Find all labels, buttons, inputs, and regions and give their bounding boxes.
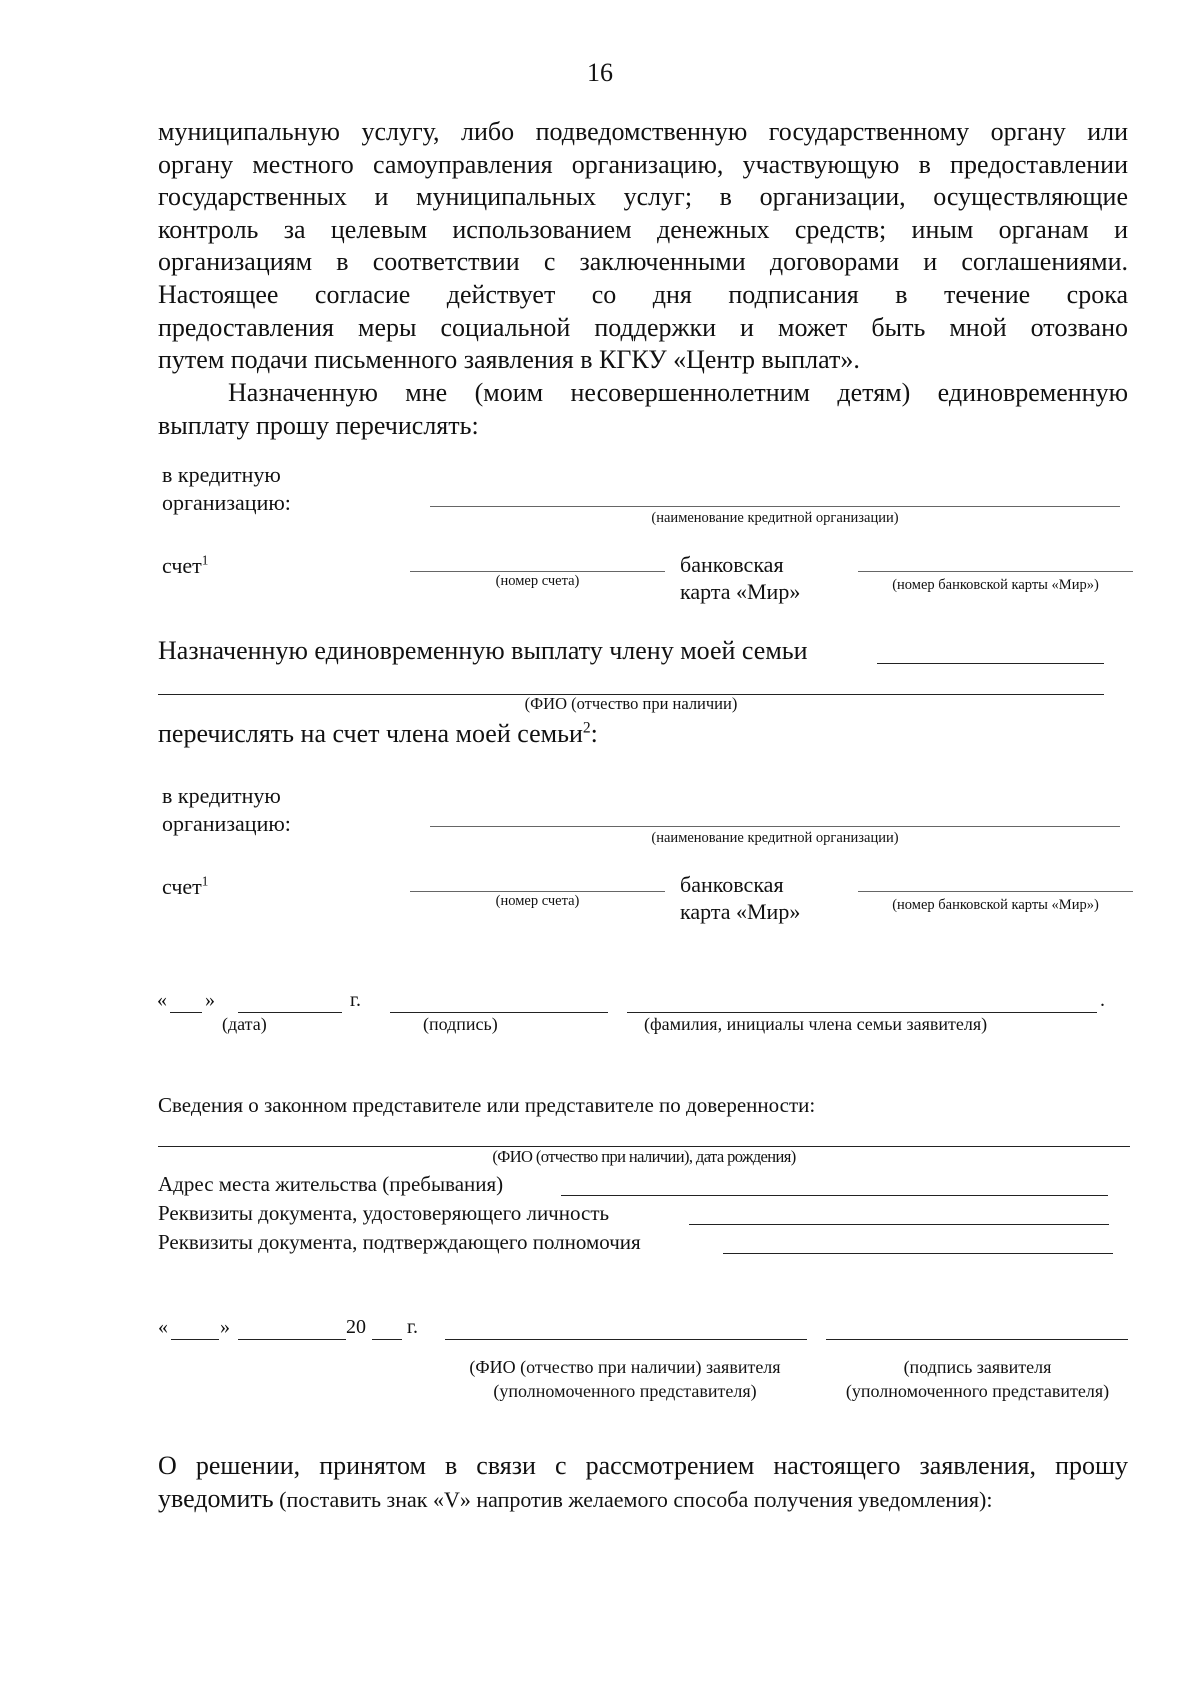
applicant-signature-caption-line1: (подпись заявителя xyxy=(903,1357,1052,1377)
applicant-fio-caption xyxy=(420,1355,830,1403)
credit-org-label-line1: в кредитную xyxy=(162,462,281,487)
member-name-caption: (фамилия, инициалы члена семьи заявителя) xyxy=(644,1014,988,1034)
credit-org-label-line2: организацию: xyxy=(162,811,291,836)
intro-line: муниципальную услугу, либо подведомственную государственному органу или xyxy=(158,117,1128,146)
credit-org-caption: (наименование кредитной организации) xyxy=(651,510,899,526)
mir-card-label-line2: карта «Мир» xyxy=(680,899,801,924)
intro-line: Настоящее согласие действует со дня подписания в течение срока xyxy=(158,279,1128,309)
mir-card-caption: (номер банковской карты «Мир») xyxy=(892,577,1099,593)
applicant-fio-field[interactable] xyxy=(445,1339,807,1340)
family-member-fio-caption: (ФИО (отчество при наличии) xyxy=(524,694,738,713)
family-transfer-label: перечислять на счет члена моей семьи$^2$: xyxy=(158,719,598,748)
credit-org-field[interactable] xyxy=(430,826,1120,827)
credit-org-label-line2: организацию: xyxy=(162,490,291,515)
address-field[interactable] xyxy=(561,1195,1108,1196)
family-member-name-field[interactable] xyxy=(877,663,1104,664)
mir-card-label-line1: банковская xyxy=(680,552,784,577)
mir-card-number-field[interactable] xyxy=(858,571,1133,572)
date-quote-close: » xyxy=(205,989,215,1011)
member-name-field[interactable] xyxy=(627,1012,1097,1013)
notification-line1: О решении, принятом в связи с рассмотрением настоящего заявления, прошу xyxy=(158,1451,1128,1480)
intro-paragraph xyxy=(158,116,1128,377)
page-number: 16 xyxy=(587,58,613,87)
applicant-fio-caption-line2: (уполномоченного представителя) xyxy=(493,1381,757,1401)
credit-org-caption: (наименование кредитной организации) xyxy=(651,830,899,846)
signature-caption: (подпись) xyxy=(423,1014,498,1034)
id-document-field[interactable] xyxy=(689,1224,1109,1225)
representative-heading: Сведения о законном представителе или представителе по доверенности: xyxy=(158,1093,816,1117)
mir-card-label-line2: карта «Мир» xyxy=(680,579,801,604)
account-number-field[interactable] xyxy=(410,891,665,892)
account-number-field[interactable] xyxy=(410,571,665,572)
notification-line2 xyxy=(158,1483,1128,1516)
intro-line: организациям в соответствии с заключенными договорами и соглашениями. xyxy=(158,247,1128,277)
applicant-signature-caption-line2: (уполномоченного представителя) xyxy=(845,1381,1110,1401)
intro-line: государственных и муниципальных услуг; в организации, осуществляющие xyxy=(158,182,1128,212)
day-field[interactable] xyxy=(170,1012,202,1013)
account-label: счет$^1$ xyxy=(162,873,209,899)
intro-line: контроль за целевым использованием денежных средств; иным органам и xyxy=(158,214,1128,244)
credit-org-label-line1: в кредитную xyxy=(162,783,281,808)
year-suffix: г. xyxy=(407,1316,418,1338)
intro-line: путем подачи письменного заявления в КГКУ «Центр выплат». xyxy=(158,345,860,375)
signature-field[interactable] xyxy=(390,1012,608,1013)
notification-line2-main: уведомить xyxy=(158,1483,274,1513)
id-document-label: Реквизиты документа, удостоверяющего личность xyxy=(158,1201,610,1225)
year-suffix: г. xyxy=(350,989,361,1011)
day-field[interactable] xyxy=(171,1339,219,1340)
authority-document-label: Реквизиты документа, подтверждающего полномочия xyxy=(158,1230,641,1254)
mir-card-number-field[interactable] xyxy=(858,891,1133,892)
date-quote-close: » xyxy=(220,1316,230,1338)
applicant-fio-caption-line1: (ФИО (отчество при наличии) заявителя xyxy=(469,1357,781,1377)
century-label: 20 xyxy=(346,1316,366,1338)
representative-fio-caption: (ФИО (отчество при наличии), дата рождения) xyxy=(492,1147,796,1166)
mir-card-label-line1: банковская xyxy=(680,872,784,897)
date-quote-open: « xyxy=(158,1316,168,1338)
notification-paragraph xyxy=(158,1450,1128,1515)
month-field[interactable] xyxy=(238,1012,342,1013)
date-caption: (дата) xyxy=(222,1014,267,1034)
intro-line: предоставления меры социальной поддержки и может быть мной отозвано xyxy=(158,312,1128,342)
mir-card-caption: (номер банковской карты «Мир») xyxy=(892,897,1099,913)
row-period: . xyxy=(1100,989,1105,1011)
account-caption: (номер счета) xyxy=(495,573,580,589)
payment-request-line: Назначенную мне (моим несовершеннолетним детям) единовременную xyxy=(228,378,1128,407)
year-field[interactable] xyxy=(372,1339,402,1340)
payment-request-paragraph xyxy=(158,377,1128,442)
intro-line: органу местного самоуправления организацию, участвующую в предоставлении xyxy=(158,149,1128,179)
notification-line2-note: (поставить знак «V» напротив желаемого способа получения уведомления): xyxy=(273,1486,993,1512)
account-label: счет$^1$ xyxy=(162,552,209,578)
authority-document-field[interactable] xyxy=(723,1253,1113,1254)
family-member-heading: Назначенную единовременную выплату члену моей семьи xyxy=(158,636,808,665)
account-caption: (номер счета) xyxy=(495,893,580,909)
applicant-signature-caption xyxy=(810,1355,1145,1403)
applicant-signature-field[interactable] xyxy=(826,1339,1128,1340)
address-label: Адрес места жительства (пребывания) xyxy=(158,1172,504,1196)
payment-request-line: выплату прошу перечислять: xyxy=(158,410,479,440)
credit-org-field[interactable] xyxy=(430,506,1120,507)
month-field[interactable] xyxy=(238,1339,346,1340)
date-quote-open: « xyxy=(157,989,167,1011)
